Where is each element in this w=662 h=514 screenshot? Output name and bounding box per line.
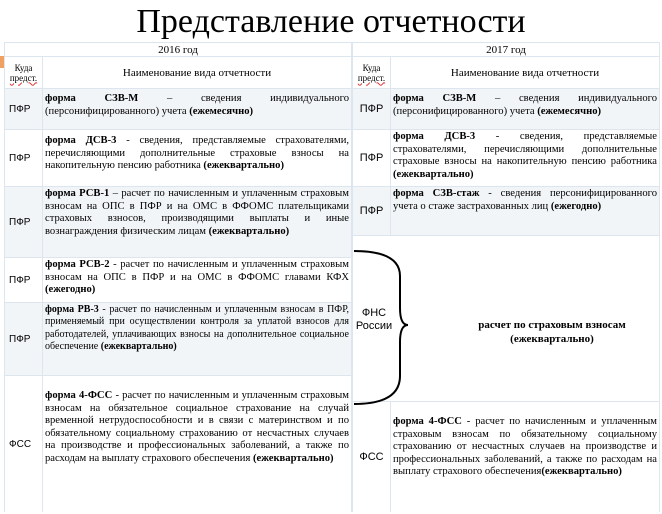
left-org-6: ФСС — [5, 376, 42, 512]
left-org-2: ПФР — [5, 130, 42, 186]
right-row-3-period: (ежегодно) — [550, 200, 602, 212]
page-title: Представление отчетности — [136, 3, 526, 40]
fns-org — [352, 307, 396, 333]
right-row-3 — [391, 187, 659, 235]
left-row-6-text: - расчет по начисленным и уплаченным страховым взносам на обязательное социальное страхование на случай временной нетрудоспособности и в связи с материнством и по обязательному социальному страхованию от несчастных случаев на производстве и профессиональных заболеваний, а также по расходам на выплату страхового обеспечения — [45, 390, 349, 464]
header-name-right: Наименование вида отчетности — [391, 57, 659, 88]
right-row-2-form: форма ДСВ-3 — [393, 131, 476, 142]
year-2016: 2016 год — [5, 43, 351, 56]
right-row-2-period: (ежеквартально) — [393, 168, 474, 180]
left-row-3-period: (ежеквартально) — [208, 225, 290, 237]
left-org-4: ПФР — [5, 258, 42, 302]
right-row-4-text: - расчет по начисленным и уплаченным страховым взносам по обязательному социальному страхованию от несчастных случаев на производстве и профессиональных заболеваний, а также по расходам на выплату страхового обеспечения — [393, 416, 658, 478]
left-row-6 — [43, 376, 351, 512]
right-row-3-form: форма СЗВ-стаж — [393, 188, 480, 199]
right-row-1 — [391, 89, 659, 129]
header-kuda2-text: предст. — [9, 72, 38, 83]
left-row-6-period: (ежеквартально) — [252, 452, 334, 464]
fns-label — [452, 318, 652, 346]
header-kuda-text: Куда — [14, 62, 33, 73]
right-org-3: ПФР — [353, 187, 390, 235]
left-row-5 — [43, 303, 351, 375]
reporting-table — [4, 42, 660, 512]
left-row-4-text: - расчет по начисленным и уплаченным страховым взносам на ОПС в ПФР и на ОМС в ФФОМС главами КФХ — [45, 259, 350, 283]
left-row-2-form: форма ДСВ-3 — [45, 135, 117, 146]
fns-label-line2: (ежеквартально) — [510, 333, 594, 345]
right-org-1: ПФР — [353, 89, 390, 129]
right-row-1-period: (ежемесячно) — [537, 105, 602, 117]
left-row-5-period: (ежеквартально) — [100, 340, 177, 352]
header-kuda-text: Куда — [362, 62, 381, 73]
right-row-1-form: форма СЗВ-М — [393, 93, 477, 104]
left-org-3: ПФР — [5, 187, 42, 257]
left-row-3-form: форма РСВ-1 — [45, 188, 110, 199]
right-row-3-text: - сведения персонифицированного учета о стаже застрахованных лиц — [393, 188, 658, 212]
header-name-left: Наименование вида отчетности — [43, 57, 351, 88]
left-org-1: ПФР — [5, 89, 42, 129]
left-row-5-form: форма РВ-3 — [45, 304, 99, 315]
header-kuda-right — [353, 57, 390, 88]
fns-label-line1: расчет по страховым взносам — [478, 319, 626, 331]
header-kuda2-text: предст. — [357, 72, 386, 83]
left-row-1 — [43, 89, 351, 129]
right-org-4: ФСС — [353, 402, 390, 512]
header-kuda-left — [5, 57, 42, 88]
right-row-4 — [391, 402, 659, 512]
left-row-2 — [43, 130, 351, 186]
left-row-4-period: (ежегодно) — [45, 284, 96, 296]
year-2017: 2017 год — [353, 43, 659, 56]
left-org-5: ПФР — [5, 303, 42, 375]
fns-org-line1: ФНС — [361, 307, 387, 319]
left-row-2-period: (ежеквартально) — [203, 160, 284, 172]
right-row-2 — [391, 130, 659, 186]
right-row-2-text: - сведения, представляемые страхователями, перечисляющими дополнительные страховые взносы на накопительную пенсию работника — [393, 131, 657, 168]
right-org-2: ПФР — [353, 130, 390, 186]
left-row-5-text: - расчет по начисленным и уплаченным взносам в ПФР, применяемый при осуществлении контроля за уплатой взносов для работодателей, уплачивающих взносы на дополнительное социальное обеспечение — [45, 304, 349, 352]
fns-org-line2: России — [355, 320, 393, 332]
right-row-1-text: – сведения индивидуального (персонифицированного) учета — [393, 93, 657, 117]
left-row-4-form: форма РСВ-2 — [45, 259, 110, 270]
left-row-1-period: (ежемесячно) — [189, 105, 254, 117]
left-row-3-text: – расчет по начисленным и уплаченным страховым взносам на ОПС в ПФР и на ОМС в ФФОМС плательщиками страховых взносов, производящими выплаты и иные вознаграждения физическим лицам — [45, 188, 350, 237]
right-row-4-form: форма 4-ФСС — [393, 416, 462, 427]
left-row-1-text: – сведения индивидуального (персонифицированного) учета — [45, 93, 349, 117]
left-row-1-form: форма СЗВ-М — [45, 93, 139, 104]
left-row-2-text: - сведения, представляемые страхователями, перечисляющими дополнительные страховые взносы на накопительную пенсию работника — [45, 135, 350, 172]
left-row-3 — [43, 187, 351, 257]
right-row-4-period: (ежеквартально) — [541, 466, 622, 478]
left-row-6-form: форма 4-ФСС — [45, 390, 113, 401]
left-row-4 — [43, 258, 351, 302]
